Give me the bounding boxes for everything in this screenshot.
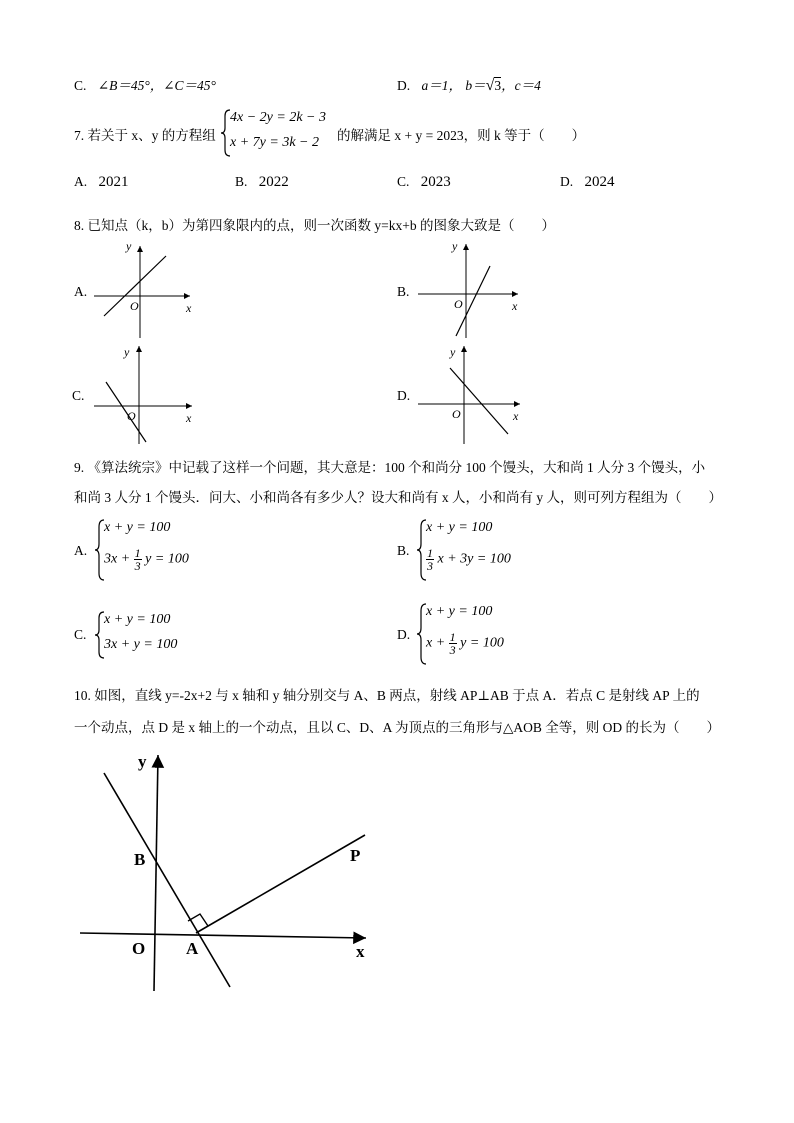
q8-option-b-label: B. [397,284,410,299]
eq2: 3x + y = 100 [104,637,178,652]
function-line [450,368,508,434]
x-axis-label: x [356,942,365,961]
fraction-den: 3 [449,643,456,657]
eq1: x + y = 100 [426,604,493,619]
eq1: x + y = 100 [426,520,493,535]
fraction-num: 1 [427,546,433,560]
q10-stem-line2: 一个动点，点 D 是 x 轴上的一个动点，且以 C、D、A 为顶点的三角形与△AOB 全等，则 OD 的长为（ ） [74,720,721,735]
q7-option-c [397,174,451,191]
y-label: y [124,345,130,359]
y-label: y [450,345,456,359]
eq2-post: y = 100 [460,635,504,651]
option-label: D. [397,78,411,93]
origin-label: O [454,297,463,311]
fraction [449,631,457,656]
option-value: 2023 [420,174,451,190]
q6-option-d [397,74,541,95]
x-label: x [513,409,519,423]
eq1: x + y = 100 [104,612,171,627]
y-label: y [452,239,458,253]
fraction-num: 1 [449,630,456,644]
point-b-label: B [134,850,146,869]
sqrt-sign: √ [485,77,495,94]
q8-option-d-label: D. [397,388,411,403]
right-angle-mark [188,914,208,926]
option-label: C. [74,78,87,93]
q10-figure [76,745,386,995]
q7-eq1: 4x − 2y = 2k − 3 [230,110,326,125]
q9-option-b-system [416,518,546,582]
option-label: C. [397,174,410,189]
sqrt-radicand: 3 [494,78,502,93]
x-label: x [186,411,192,425]
point-a-label: A [186,939,199,958]
eq2 [426,547,511,572]
option-text-a: a＝1， [421,78,462,93]
q9-stem-line2: 和尚 3 人分 1 个馒头．问大、小和尚各有多少人？设大和尚有 x 人，小和尚有 y 人，则可列方程组为（ ） [74,490,722,505]
q7-option-d [560,174,615,191]
eq2-post: y = 100 [145,551,189,567]
y-axis [154,755,158,991]
fraction [134,547,142,572]
q8-option-c-label: C. [72,388,85,403]
q9-option-c-system [94,610,224,660]
fraction-num: 1 [134,546,141,560]
option-value: 2021 [98,174,129,190]
origin-label: O [132,939,146,958]
q9-option-a-system [94,518,224,582]
eq2-post: x + 3y = 100 [437,551,511,567]
function-line [106,382,146,442]
y-axis-label: y [138,752,147,771]
q6-option-c [74,74,216,94]
x-axis [80,933,366,938]
option-text-b: b＝ [465,78,486,93]
eq2-pre: 3x + [104,551,131,567]
origin-label: O [130,299,139,313]
q9-option-d-label: D. [397,627,411,642]
line-ab [104,773,230,987]
q7-suffix: 的解满足 x + y = 2023，则 k 等于（ ） [337,128,586,143]
q9-option-d-system [416,602,546,666]
q9-option-b-label: B. [397,543,410,558]
q7-option-a [74,174,129,191]
fraction [426,547,434,572]
option-label: A. [74,174,88,189]
option-value: 2024 [584,174,615,190]
ray-ap [196,835,365,933]
origin-label: O [452,407,461,421]
q8-graph-c [92,340,202,445]
q9-option-c-label: C. [74,627,87,642]
q8-graph-a [90,238,200,338]
q10-stem-line1: 10. 如图，直线 y=-2x+2 与 x 轴和 y 轴分别交与 A、B 两点，射线 AP⊥AB 于点 A．若点 C 是射线 AP 上的 [74,688,700,703]
q8-graph-d [412,340,527,445]
eq2 [104,547,189,572]
origin-label: O [127,409,136,423]
option-value: 2022 [258,174,289,190]
q7-eq2: x + 7y = 3k − 2 [230,135,319,150]
option-label: B. [235,174,248,189]
eq2-pre: x + [426,635,446,651]
q8-option-a-label: A. [74,284,88,299]
q9-stem-line1: 9. 《算法统宗》中记载了这样一个问题，其大意是：100 个和尚分 100 个馒头，大和尚 1 人分 3 个馒头，小 [74,460,706,475]
eq1: x + y = 100 [104,520,171,535]
q9-option-a-label: A. [74,543,88,558]
q7-system [220,108,340,158]
x-label: x [512,299,518,313]
q8-stem: 8. 已知点（k，b）为第四象限内的点，则一次函数 y=kx+b 的图象大致是（ ） [74,218,555,233]
fraction-den: 3 [427,559,433,573]
point-p-label: P [350,846,361,865]
y-label: y [126,239,132,253]
q7-prefix: 7. 若关于 x、y 的方程组 [74,128,216,143]
option-text-c: ，c＝4 [501,78,541,93]
fraction-den: 3 [134,559,141,573]
option-label: D. [560,174,574,189]
eq2 [426,631,504,656]
x-label: x [186,301,192,315]
q8-graph-b [412,238,527,338]
q7-option-b [235,174,289,191]
option-text: ∠B＝45°，∠C＝45° [97,78,216,93]
